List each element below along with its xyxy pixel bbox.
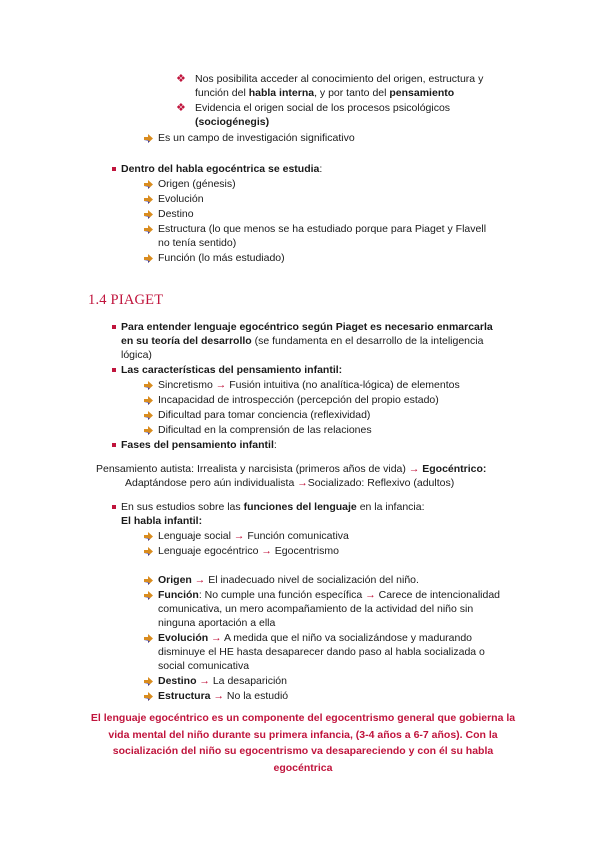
bold-term: Evolución [158,632,212,644]
text: Egocentrismo [274,545,339,557]
arrow-icon: → [297,477,308,489]
bold-term: Dentro del habla egocéntrica se estudia [121,163,320,175]
text: Dificultad en la comprensión de las relaciones [158,424,372,436]
bold-term: funciones del lenguaje [243,501,357,513]
list-item [158,378,460,392]
text: Pensamiento autista: Irrealista y narcisista (primeros años de vida) [96,463,409,475]
bold-term: Destino [158,675,200,687]
section-heading: 1.4 PIAGET [88,292,164,308]
arrow-bullet-icon [144,692,153,701]
text: función del [195,87,249,99]
text-line [158,659,249,673]
text: social comunicativa [158,660,250,672]
bold-term: Fases del pensamiento infantil [121,439,274,451]
text-line [158,602,473,616]
list-item [158,423,372,437]
text-line [121,334,483,348]
arrow-icon: → [233,530,245,542]
text: Dificultad para tomar conciencia (reflexividad) [158,409,371,421]
arrow-bullet-icon [144,677,153,686]
bold-term: (sociogénegis) [195,116,270,128]
text-line [158,131,355,145]
text: Sincretismo [158,379,216,391]
text-line [121,162,322,176]
text: comunicativa, un mero acompañamiento de la actividad del niño sin [158,603,474,615]
text: Adaptándose pero aún individualista [125,477,298,489]
bold-term: Para entender lenguaje egocéntrico según Piaget es necesario enmarcarla [121,321,493,333]
square-bullet-icon [112,167,116,171]
text: Destino [158,208,194,220]
list-item [158,529,349,543]
text-line [96,462,486,476]
text: ninguna aportación a ella [158,617,276,629]
list-item [158,251,285,265]
arrow-bullet-icon [144,426,153,435]
text: Evolución [158,193,204,205]
arrow-bullet-icon [144,381,153,390]
list-item [158,192,204,206]
text: Origen (génesis) [158,178,236,190]
list-item [158,674,287,688]
square-bullet-icon [112,368,116,372]
arrow-icon: → [261,545,272,557]
arrow-icon: → [215,379,227,391]
text-line [158,236,236,250]
conclusion-line: egocéntrica [273,761,333,774]
bold-term: Estructura [158,690,214,702]
text: A medida que el niño va socializándose y madurando [223,632,473,644]
text: lógica) [121,349,152,361]
text: Función (lo más estudiado) [158,252,285,264]
bold-term: habla interna [248,87,315,99]
arrow-bullet-icon [144,411,153,420]
text-line [121,348,152,362]
list-item [158,689,288,703]
list-item [158,408,370,422]
arrow-icon: → [408,463,420,475]
bold-term: Función [158,589,199,601]
text-line [158,645,485,659]
arrow-icon: → [199,675,210,687]
text: : [273,439,277,451]
text: Lenguaje social [158,530,234,542]
square-bullet-icon [112,443,116,447]
text-line [121,514,202,528]
arrow-bullet-icon [144,225,153,234]
list-item [158,573,419,587]
bold-term: Origen [158,574,195,586]
bold-term: Egocéntrico: [422,463,487,475]
list-item [158,631,472,645]
text: Estructura (lo que menos se ha estudiado porque para Piaget y Flavell [158,223,487,235]
conclusion-line: socialización del niño su egocentrismo va desapareciendo y con él su habla [112,745,494,757]
bold-term: en su teoría del desarrollo [121,335,252,347]
text: Nos posibilita acceder al conocimiento del origen, estructura y [195,73,484,85]
conclusion-line: El lenguaje egocéntrico es un componente del egocentrismo general que gobierna la [90,712,516,724]
text: Es un campo de investigación significativo [158,132,355,144]
diamond-bullet-icon: ❖ [176,102,186,114]
text: El inadecuado nivel de socialización del niño. [208,574,419,586]
text: Fusión intuitiva (no analítica-lógica) de elementos [229,379,460,391]
text: Carece de intencionalidad [378,589,501,601]
text-line [121,363,342,377]
arrow-icon: → [213,690,224,702]
text-line [121,500,425,514]
list-item [158,393,439,407]
list-item [158,544,339,558]
arrow-bullet-icon [144,210,153,219]
list-item [158,177,236,191]
diamond-bullet-icon: ❖ [176,73,186,85]
text: Incapacidad de introspección (percepción del propio estado) [158,394,439,406]
text-line [158,616,275,630]
text: La desaparición [212,675,287,687]
conclusion-paragraph [80,710,526,776]
arrow-bullet-icon [144,532,153,541]
text-line [125,476,454,490]
arrow-bullet-icon [144,254,153,263]
arrow-bullet-icon [144,576,153,585]
arrow-bullet-icon [144,195,153,204]
list-item [158,222,486,236]
text: En sus estudios sobre las [121,501,244,513]
text: No la estudió [226,690,289,702]
arrow-icon: → [211,632,222,644]
text-line [121,320,493,334]
text: Evidencia el origen social de los procesos psicológicos [195,102,451,114]
text-line [195,101,450,115]
text: : No cumple una función específica [198,589,366,601]
text: no tenía sentido) [158,237,237,249]
text: (se fundamenta en el desarrollo de la inteligencia [251,335,484,347]
text: disminuye el HE hasta desaparecer dando paso al habla socializada o [158,646,485,658]
bold-term: Las características del pensamiento infantil: [121,364,343,376]
text: Lenguaje egocéntrico [158,545,262,557]
conclusion-line: vida mental del niño durante su primera infancia, (3-4 años a 6-7 años). Con la [108,728,498,741]
text: : [319,163,323,175]
arrow-icon: → [365,589,376,601]
arrow-icon: → [194,574,206,586]
arrow-bullet-icon [144,180,153,189]
text-line [195,115,269,129]
arrow-bullet-icon [144,547,153,556]
text: en la infancia: [356,501,425,513]
text-line [121,438,277,452]
arrow-bullet-icon [144,591,153,600]
bold-term: pensamiento [389,87,455,99]
text: Función comunicativa [247,530,349,542]
text: Socializado: Reflexivo (adultos) [307,477,455,489]
square-bullet-icon [112,325,116,329]
square-bullet-icon [112,505,116,509]
list-item [158,588,500,602]
list-item [158,207,194,221]
arrow-bullet-icon [144,134,153,143]
arrow-bullet-icon [144,396,153,405]
bold-term: El habla infantil: [121,515,203,527]
arrow-bullet-icon [144,634,153,643]
text-line [195,86,454,100]
text: , y por tanto del [314,87,390,99]
text-line [195,72,483,86]
